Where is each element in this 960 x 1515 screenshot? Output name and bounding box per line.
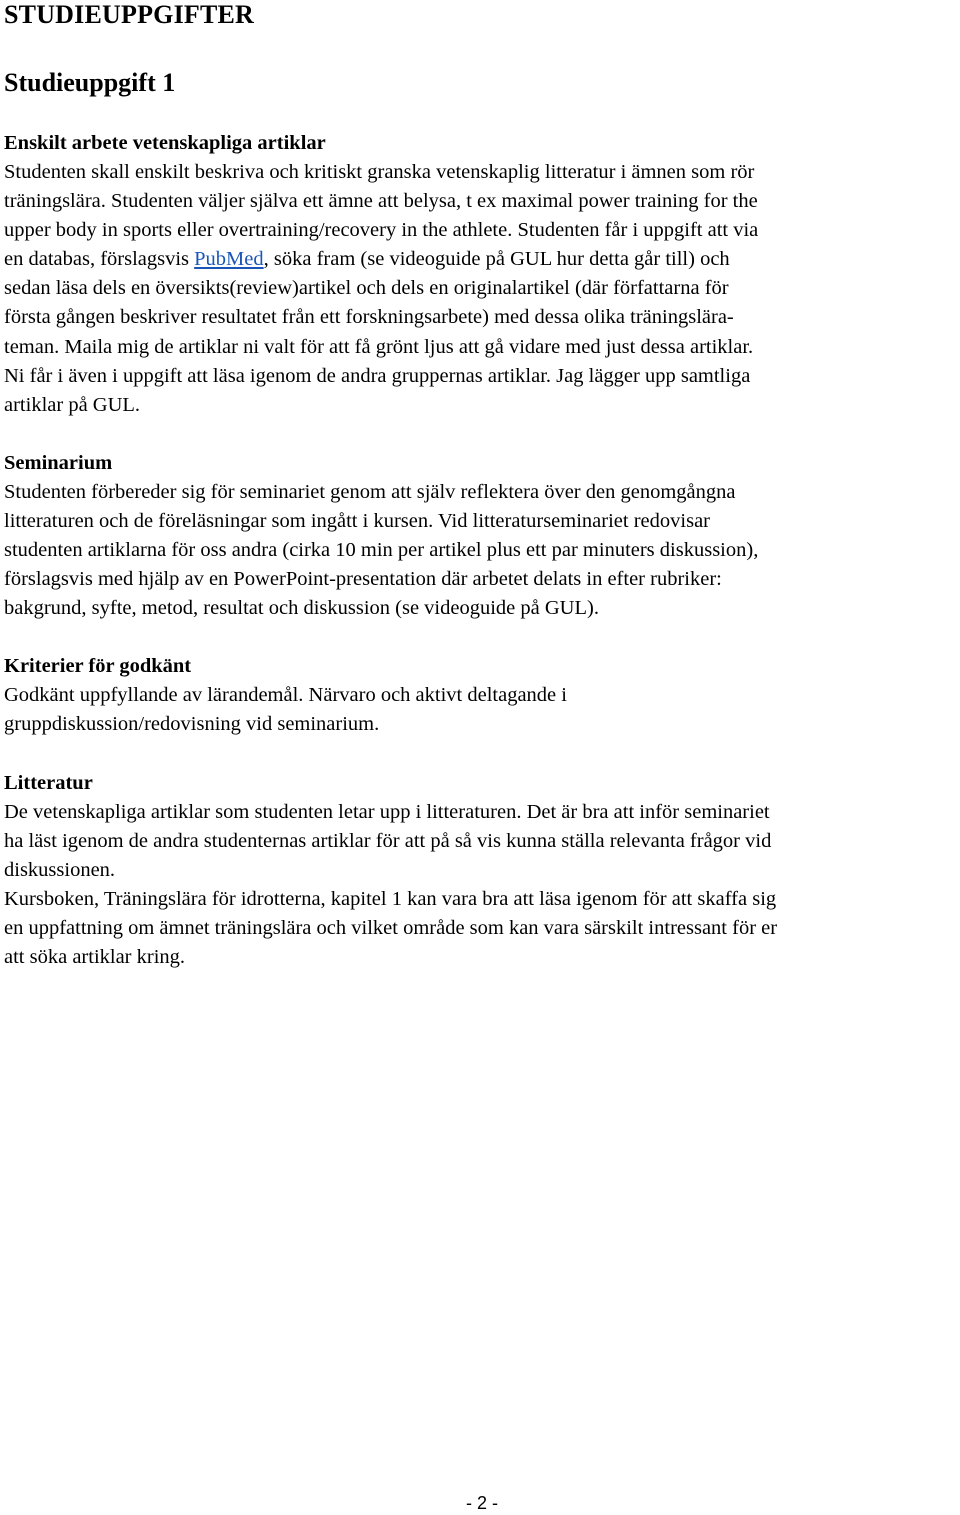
text-line: Studenten förbereder sig för seminariet genom att själv reflektera över den genomgångna bbox=[4, 480, 736, 503]
text-line: en uppfattning om ämnet träningslära och vilket område som kan vara särskilt intressant för er bbox=[4, 916, 778, 939]
document-page bbox=[4, 0, 956, 972]
page-footer bbox=[0, 1492, 960, 1514]
text-line: gruppdiskussion/redovisning vid seminarium. bbox=[4, 713, 380, 736]
section-body bbox=[4, 798, 956, 973]
page-number: - 2 - bbox=[465, 1493, 498, 1513]
section-heading: Litteratur bbox=[4, 771, 93, 794]
section-body bbox=[4, 478, 956, 623]
section-body bbox=[4, 158, 956, 420]
text-line: artiklar på GUL. bbox=[4, 393, 141, 416]
text-line: bakgrund, syfte, metod, resultat och diskussion (se videoguide på GUL). bbox=[4, 597, 599, 620]
section-individual-work bbox=[4, 129, 956, 420]
text-fragment: en databas, förslagsvis bbox=[4, 248, 195, 271]
text-fragment: , söka fram (se videoguide på GUL hur detta går till) och bbox=[263, 248, 730, 271]
task-title: Studieuppgift 1 bbox=[4, 68, 176, 97]
text-line: teman. Maila mig de artiklar ni valt för att få grönt ljus att gå vidare med just dessa artiklar. bbox=[4, 335, 754, 358]
text-line: Kursboken, Träningslära för idrotterna, kapitel 1 kan vara bra att läsa igenom för att skaffa sig bbox=[4, 887, 777, 910]
section-body bbox=[4, 681, 956, 739]
text-line: litteraturen och de föreläsningar som ingått i kursen. Vid litteraturseminariet redovisar bbox=[4, 509, 710, 532]
text-line: att söka artiklar kring. bbox=[4, 945, 186, 968]
text-line: studenten artiklarna för oss andra (cirka 10 min per artikel plus ett par minuters diskussion), bbox=[4, 539, 759, 562]
section-pass-criteria bbox=[4, 652, 956, 739]
text-line: första gången beskriver resultatet från ett forskningsarbete) med dessa olika träningslära- bbox=[4, 306, 734, 329]
section-literature bbox=[4, 769, 956, 973]
text-line: Studenten skall enskilt beskriva och kritiskt granska vetenskaplig litteratur i ämnen som rör bbox=[4, 161, 755, 183]
text-line-with-link bbox=[4, 245, 956, 274]
text-line: träningslära. Studenten väljer själva ett ämne att belysa, t ex maximal power training for the bbox=[4, 190, 758, 213]
text-line: förslagsvis med hjälp av en PowerPoint-presentation där arbetet delats in efter rubriker: bbox=[4, 568, 722, 591]
text-line: ha läst igenom de andra studenternas artiklar för att på så vis kunna ställa relevanta frågor vid bbox=[4, 829, 772, 852]
section-heading: Enskilt arbete vetenskapliga artiklar bbox=[4, 132, 326, 154]
text-line: Godkänt uppfyllande av lärandemål. Närvaro och aktivt deltagande i bbox=[4, 684, 567, 707]
section-heading: Kriterier för godkänt bbox=[4, 655, 192, 678]
text-line: diskussionen. bbox=[4, 858, 116, 881]
section-heading: Seminarium bbox=[4, 451, 113, 474]
document-title: STUDIEUPPGIFTER bbox=[4, 0, 255, 29]
pubmed-link[interactable]: PubMed bbox=[194, 248, 264, 271]
text-line: De vetenskapliga artiklar som studenten letar upp i litteraturen. Det är bra att inför seminariet bbox=[4, 800, 770, 823]
text-line: upper body in sports eller overtraining/recovery in the athlete. Studenten får i uppgift att via bbox=[4, 219, 759, 242]
text-line: Ni får i även i uppgift att läsa igenom de andra gruppernas artiklar. Jag lägger upp samtliga bbox=[4, 364, 751, 387]
section-seminar bbox=[4, 449, 956, 623]
text-line: sedan läsa dels en översikts(review)artikel och dels en originalartikel (där författarna för bbox=[4, 277, 729, 300]
